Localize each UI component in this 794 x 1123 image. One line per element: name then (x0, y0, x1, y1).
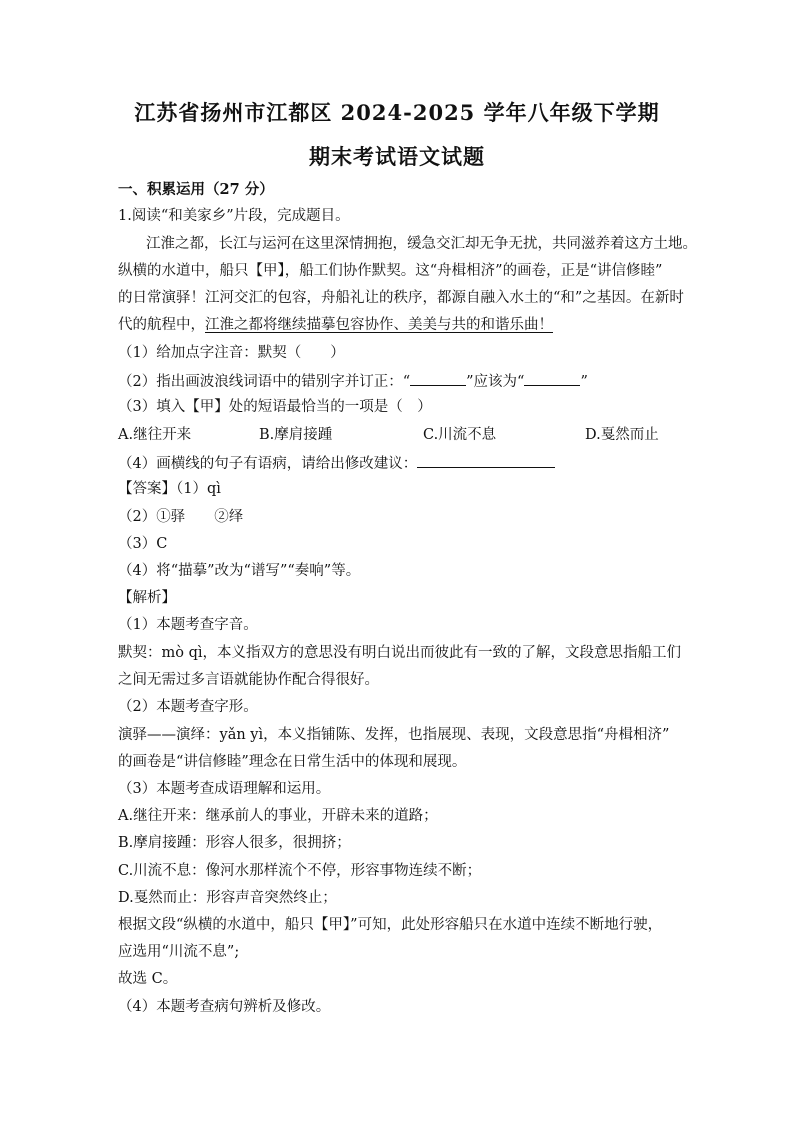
document-title: 江苏省扬州市江都区 2024-2025 学年八年级下学期 (134, 100, 660, 125)
analysis-line: 应选用“川流不息”; (118, 944, 240, 960)
analysis-line: （2）本题考查字形。 (118, 699, 258, 715)
option-d: D.戛然而止 (585, 427, 659, 443)
passage-text: 代的航程中， (118, 317, 205, 333)
answer-line: （3）C (118, 536, 168, 552)
sub-question-4 (118, 453, 555, 473)
sub-question-2 (118, 371, 588, 391)
question-text: ” (580, 374, 588, 390)
passage-line (118, 316, 553, 334)
answer-blank[interactable] (410, 371, 466, 386)
question-text: （2）指出画波浪线词语中的错别字并订正：“ (118, 374, 411, 390)
analysis-line: D.戛然而止：形容声音突然终止； (118, 890, 337, 906)
option-c: C.川流不息 (423, 427, 497, 443)
analysis-line: （3）本题考查成语理解和运用。 (118, 781, 331, 797)
option-b: B.摩肩接踵 (259, 427, 333, 443)
analysis-line: 默契：mò qì，本义指双方的意思没有明白说出而彼此有一致的了解，文段意思指船工们 (118, 645, 682, 661)
question-text: ”应该为“ (466, 374, 525, 390)
answer-line: 【答案】（1）qì (118, 481, 221, 497)
analysis-line: 演驿——演绎：yǎn yì，本义指铺陈、发挥，也指展现、表现，文段意思指“舟楫相济” (118, 727, 670, 743)
answer-line: （4）将“描摹”改为“谱写”“奏响”等。 (118, 563, 361, 579)
analysis-line: （4）本题考查病句辨析及修改。 (118, 999, 331, 1015)
question-text: （4）画横线的句子有语病，请给出修改建议： (118, 456, 418, 472)
analysis-line: 之间无需过多言语就能协作配合得很好。 (118, 672, 379, 688)
document-subtitle: 期末考试语文试题 (309, 144, 485, 169)
analysis-line: C.川流不息：像河水那样流个不停，形容事物连续不断； (118, 863, 482, 879)
answer-line: （2）①驿 ②绎 (118, 509, 244, 525)
analysis-line: （1）本题考查字音。 (118, 617, 258, 633)
analysis-line: 的画卷是“讲信修睦”理念在日常生活中的体现和展现。 (118, 754, 467, 770)
underlined-sentence: 江淮之都将继续描摹包容协作、美美与共的和谐乐曲！ (205, 317, 553, 333)
analysis-line: 根据文段“纵横的水道中，船只【甲】”可知，此处形容船只在水道中连续不断地行驶， (118, 917, 663, 933)
answer-blank[interactable] (524, 371, 580, 386)
passage-line: 江淮之都，长江与运河在这里深情拥抱，缓急交汇却无争无扰，共同滋养着这方土地。 (146, 236, 697, 252)
sub-question-1: （1）给加点字注音：默契（ ） (118, 345, 345, 361)
sub-question-3: （3）填入【甲】处的短语最恰当的一项是（ ） (118, 399, 432, 415)
section-heading: 一、积累运用（27 分） (118, 181, 274, 198)
option-a: A.继往开来 (118, 427, 192, 443)
passage-line: 的日常演驿！江河交汇的包容，舟船礼让的秩序，都源自融入水土的“和”之基因。在新时 (118, 290, 684, 306)
analysis-line: 故选 C。 (118, 971, 178, 987)
answer-blank[interactable] (417, 453, 555, 468)
analysis-heading: 【解析】 (118, 590, 176, 606)
question-stem: 1.阅读“和美家乡”片段，完成题目。 (118, 208, 350, 224)
analysis-line: A.继往开来：继承前人的事业，开辟未来的道路； (118, 808, 438, 824)
passage-line: 纵横的水道中，船只【甲】，船工们协作默契。这“舟楫相济”的画卷，正是“讲信修睦” (118, 263, 663, 279)
analysis-line: B.摩肩接踵：形容人很多，很拥挤； (118, 835, 351, 851)
